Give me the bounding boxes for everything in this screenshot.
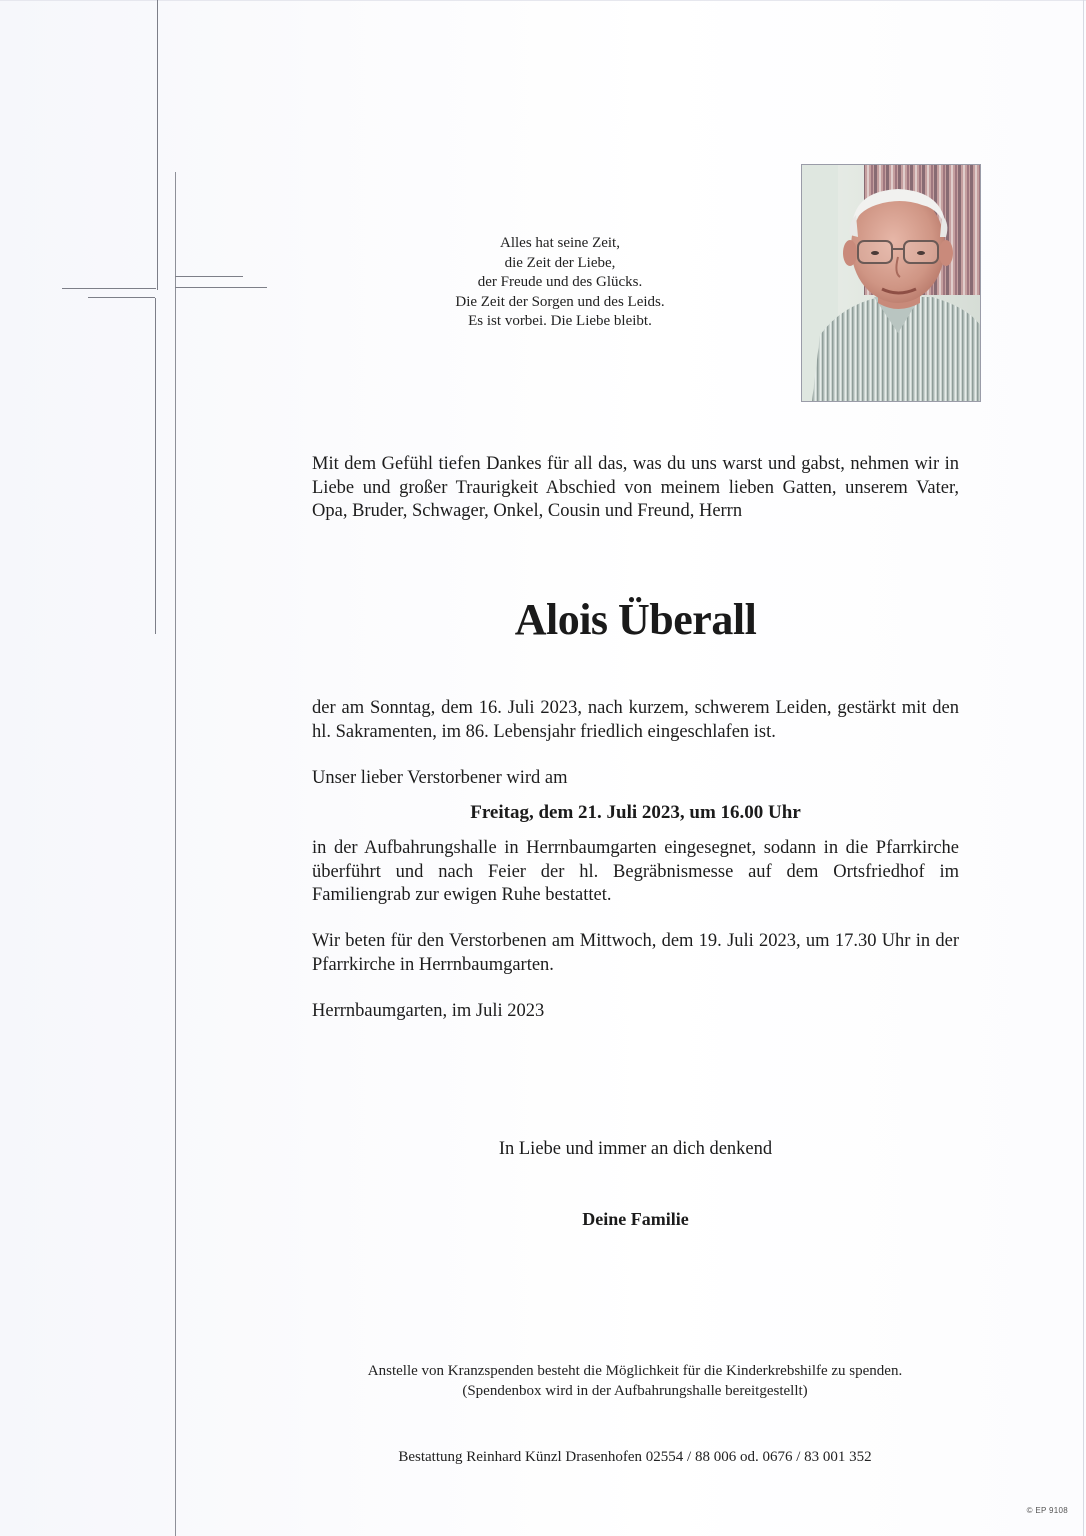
verse-line: Die Zeit der Sorgen und des Leids.: [455, 293, 665, 310]
donation-line: (Spendenbox wird in der Aufbahrungshalle bereitgestellt): [462, 1383, 808, 1399]
funeral-ceremony-paragraph: in der Aufbahrungshalle in Herrnbaumgarten eingesegnet, sodann in die Pfarrkirche überführt und nach Feier der hl. Begräbnismesse auf dem Ortsfriedhof im Familiengrab zur ewigen Ruhe bestattet.: [312, 838, 959, 905]
death-notice-paragraph: der am Sonntag, dem 16. Juli 2023, nach kurzem, schwerem Leiden, gestärkt mit den hl. Sakramenten, im 86. Lebensjahr friedlich eingeschlafen ist.: [312, 698, 959, 742]
prayer-paragraph: Wir beten für den Verstorbenen am Mittwoch, dem 19. Juli 2023, um 17.30 Uhr in der Pfarrkirche in Herrnbaumgarten.: [312, 931, 959, 975]
closing-line: In Liebe und immer an dich denkend: [498, 1139, 773, 1159]
verse-line: Alles hat seine Zeit,: [500, 235, 620, 251]
verse-line: die Zeit der Liebe,: [504, 254, 616, 271]
page-edge-right: [1083, 0, 1084, 1536]
donation-note: [300, 1361, 970, 1401]
cross-horizontal-line: [175, 287, 267, 288]
verse-line: der Freude und des Glücks.: [477, 274, 643, 290]
cross-vertical-line: [155, 298, 156, 634]
undertaker-contact: Bestattung Reinhard Künzl Drasenhofen 02554 / 88 006 od. 0676 / 83 001 352: [398, 1449, 872, 1465]
donation-line: Anstelle von Kranzspenden besteht die Möglichkeit für die Kinderkrebshilfe zu spenden.: [367, 1363, 903, 1379]
cross-horizontal-line: [62, 288, 156, 289]
cross-horizontal-line: [175, 276, 243, 277]
funeral-announce: Unser lieber Verstorbener wird am: [312, 768, 568, 788]
deceased-name: Alois Überall: [514, 595, 757, 644]
page-edge-top: [0, 0, 1086, 1]
cross-vertical-line: [157, 0, 158, 290]
portrait-photo: [801, 164, 981, 402]
verse-line: Es ist vorbei. Die Liebe bleibt.: [468, 313, 652, 329]
cross-vertical-line: [175, 172, 176, 1536]
intro-paragraph: Mit dem Gefühl tiefen Dankes für all das, was du uns warst und gabst, nehmen wir in Liebe und großer Traurigkeit Abschied von meinem lieben Gatten, unserem Vater, Opa, Bruder, Schwager, Onkel, Cousin und Freund, Herrn: [312, 454, 959, 521]
place-date: Herrnbaumgarten, im Juli 2023: [312, 1001, 545, 1021]
memorial-verse: [410, 234, 710, 332]
print-code: © EP 9108: [1026, 1506, 1068, 1515]
cross-horizontal-line: [88, 297, 155, 298]
signature: Deine Familie: [582, 1209, 689, 1229]
funeral-date: Freitag, dem 21. Juli 2023, um 16.00 Uhr: [470, 802, 801, 823]
